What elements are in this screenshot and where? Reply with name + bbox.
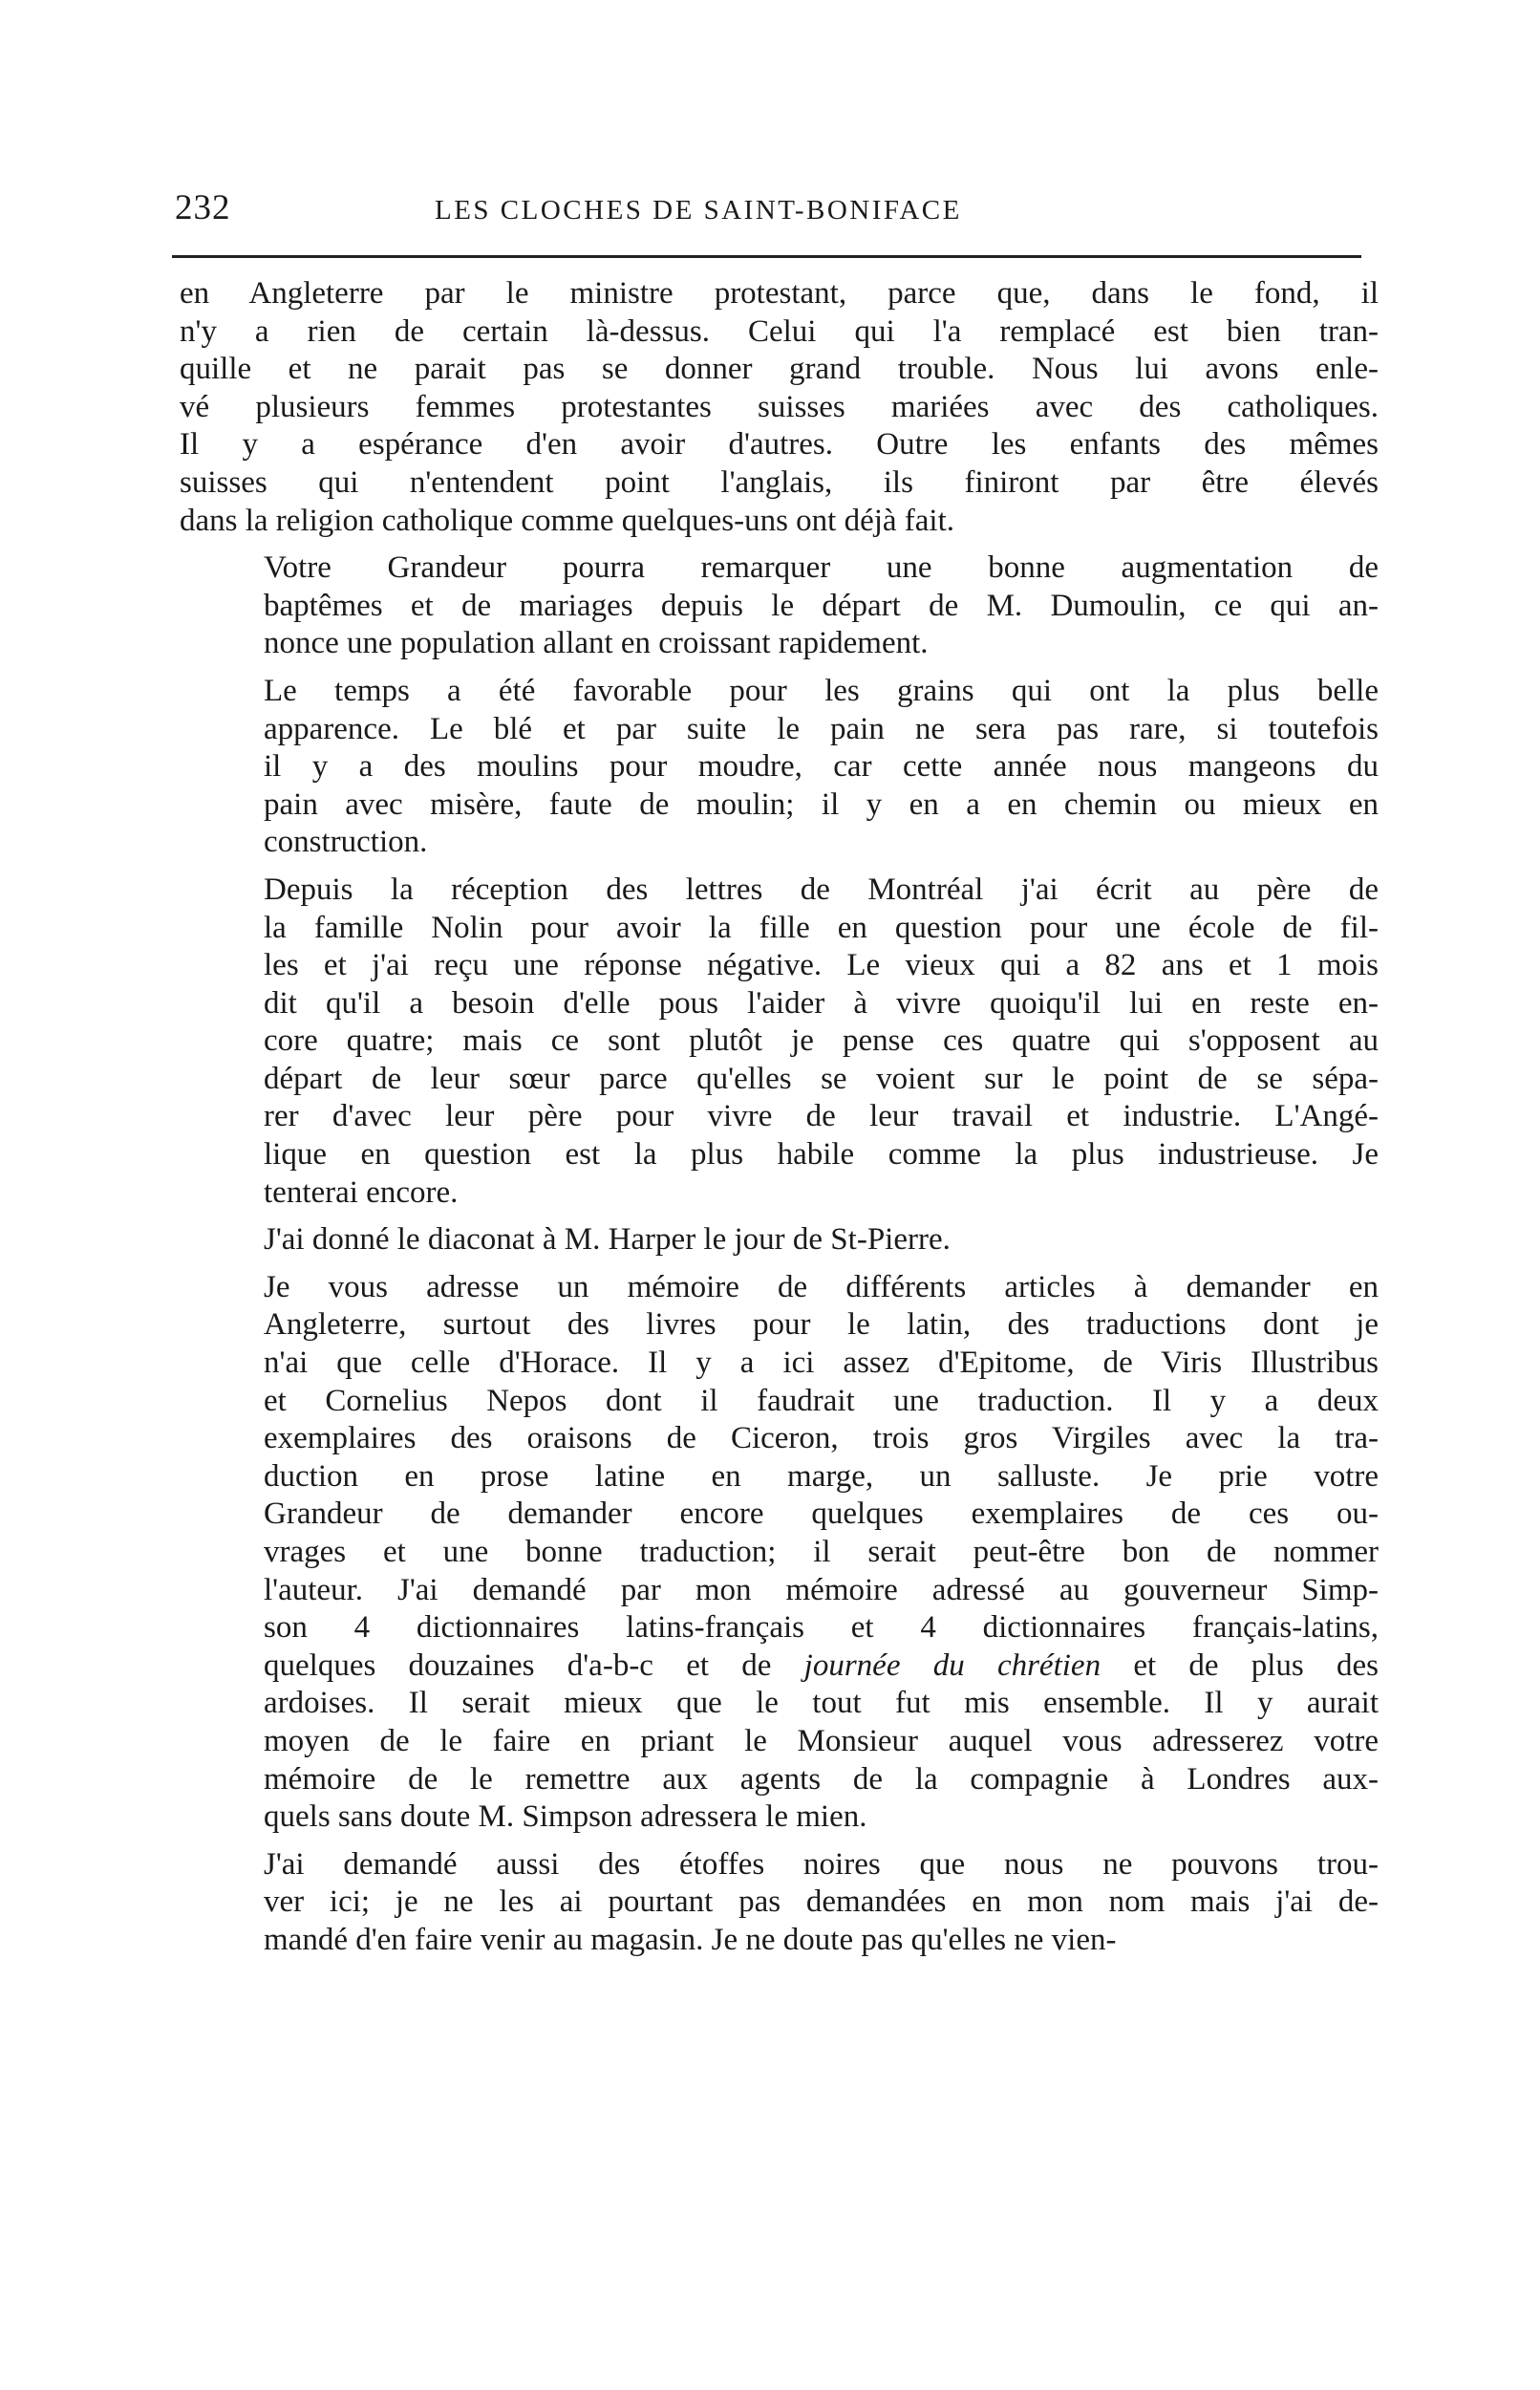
header-rule bbox=[172, 255, 1361, 258]
text-line: Grandeur de demander encore quelques exemplaires de ces ou- bbox=[264, 1496, 1379, 1532]
text-line: construction. bbox=[264, 825, 428, 860]
text-line: l'auteur. J'ai demandé par mon mémoire adressé au gouverneur Simp- bbox=[264, 1572, 1379, 1607]
text-line: Angleterre, surtout des livres pour le latin, des traductions dont je bbox=[264, 1307, 1379, 1343]
text-line: il y a des moulins pour moudre, car cette année nous mangeons du bbox=[264, 749, 1379, 785]
paragraph bbox=[180, 1221, 1379, 1260]
text-line: tenterai encore. bbox=[264, 1174, 459, 1210]
text-line: la famille Nolin pour avoir la fille en question pour une école de fil- bbox=[264, 910, 1379, 945]
text-line: apparence. Le blé et par suite le pain ne sera pas rare, si toutefois bbox=[264, 711, 1379, 746]
text-line: quelques douzaines d'a-b-c et de journée du chrétien et de plus des bbox=[264, 1647, 1380, 1683]
text-line: suisses qui n'entendent point l'anglais, ils finiront par être élevés bbox=[180, 464, 1379, 500]
text-line: Je vous adresse un mémoire de différents articles à demander en bbox=[264, 1269, 1379, 1304]
paragraph bbox=[180, 673, 1379, 862]
text-line: core quatre; mais ce sont plutôt je pense ces quatre qui s'opposent au bbox=[264, 1023, 1379, 1059]
text-line: lique en question est la plus habile comme la plus industrieuse. Je bbox=[264, 1137, 1379, 1173]
page-number: 232 bbox=[175, 188, 231, 227]
text-line: ver ici; je ne les ai pourtant pas demandées en mon nom mais j'ai de- bbox=[264, 1884, 1379, 1920]
text-line: quels sans doute M. Simpson adressera le mien. bbox=[264, 1799, 867, 1835]
text-line: vé plusieurs femmes protestantes suisses mariées avec des catholiques. bbox=[180, 389, 1379, 424]
text-line: dit qu'il a besoin d'elle pous l'aider à vivre quoiqu'il lui en reste en- bbox=[264, 985, 1379, 1021]
running-head bbox=[167, 187, 1380, 235]
text-line: mémoire de le remettre aux agents de la compagnie à Londres aux- bbox=[264, 1761, 1379, 1797]
text-line: duction en prose latine en marge, un salluste. Je prie votre bbox=[264, 1458, 1379, 1494]
text-line: ardoises. Il serait mieux que le tout fut mis ensemble. Il y aurait bbox=[264, 1686, 1379, 1721]
text-line: son 4 dictionnaires latins-français et 4 dictionnaires français-latins, bbox=[264, 1610, 1379, 1646]
text-line: nonce une population allant en croissant rapidement. bbox=[264, 626, 929, 661]
text-line: n'y a rien de certain là-dessus. Celui qui l'a remplacé est bien tran- bbox=[180, 313, 1379, 349]
paragraph bbox=[180, 549, 1379, 663]
text-line: exemplaires des oraisons de Ciceron, trois gros Virgiles avec la tra- bbox=[264, 1421, 1379, 1456]
text-line: J'ai demandé aussi des étoffes noires que nous ne pouvons trou- bbox=[264, 1846, 1379, 1882]
body-text bbox=[180, 275, 1379, 1960]
text-line: n'ai que celle d'Horace. Il y a ici assez d'Epitome, de Viris Illustribus bbox=[264, 1346, 1379, 1381]
text-line: baptêmes et de mariages depuis le départ de M. Dumoulin, ce qui an- bbox=[264, 588, 1379, 623]
text-line: vrages et une bonne traduction; il serait peut-être bon de nommer bbox=[264, 1535, 1379, 1569]
text-line: Depuis la réception des lettres de Montréal j'ai écrit au père de bbox=[264, 872, 1379, 907]
text-line: Le temps a été favorable pour les grains qui ont la plus belle bbox=[264, 673, 1379, 708]
text-line: pain avec misère, faute de moulin; il y en a en chemin ou mieux en bbox=[264, 786, 1379, 822]
text-line: départ de leur sœur parce qu'elles se voient sur le point de se sépa- bbox=[264, 1061, 1379, 1096]
text-line: les et j'ai reçu une réponse négative. Le vieux qui a 82 ans et 1 mois bbox=[264, 948, 1379, 983]
text-line: moyen de le faire en priant le Monsieur auquel vous adresserez votre bbox=[264, 1723, 1379, 1758]
text-line: J'ai donné le diaconat à M. Harper le jour de St-Pierre. bbox=[264, 1222, 951, 1258]
text-line: rer d'avec leur père pour vivre de leur travail et industrie. L'Angé- bbox=[264, 1099, 1379, 1134]
paragraph bbox=[180, 275, 1379, 540]
text-line: Votre Grandeur pourra remarquer une bonne augmentation de bbox=[264, 550, 1379, 586]
running-title: LES CLOCHES DE SAINT-BONIFACE bbox=[435, 195, 962, 226]
text-line: quille et ne parait pas se donner grand trouble. Nous lui avons enle- bbox=[180, 352, 1379, 387]
text-line: mandé d'en faire venir au magasin. Je ne doute pas qu'elles ne vien- bbox=[264, 1922, 1117, 1957]
text-line: en Angleterre par le ministre protestant, parce que, dans le fond, il bbox=[180, 276, 1379, 311]
paragraph bbox=[180, 1846, 1379, 1960]
text-line: dans la religion catholique comme quelques-uns ont déjà fait. bbox=[180, 503, 955, 538]
paragraph bbox=[180, 872, 1379, 1212]
italic-title: journée du chrétien bbox=[803, 1647, 1102, 1683]
text-line: Il y a espérance d'en avoir d'autres. Outre les enfants des mêmes bbox=[180, 427, 1379, 463]
paragraph bbox=[180, 1269, 1379, 1837]
text-line: et Cornelius Nepos dont il faudrait une traduction. Il y a deux bbox=[264, 1383, 1379, 1418]
